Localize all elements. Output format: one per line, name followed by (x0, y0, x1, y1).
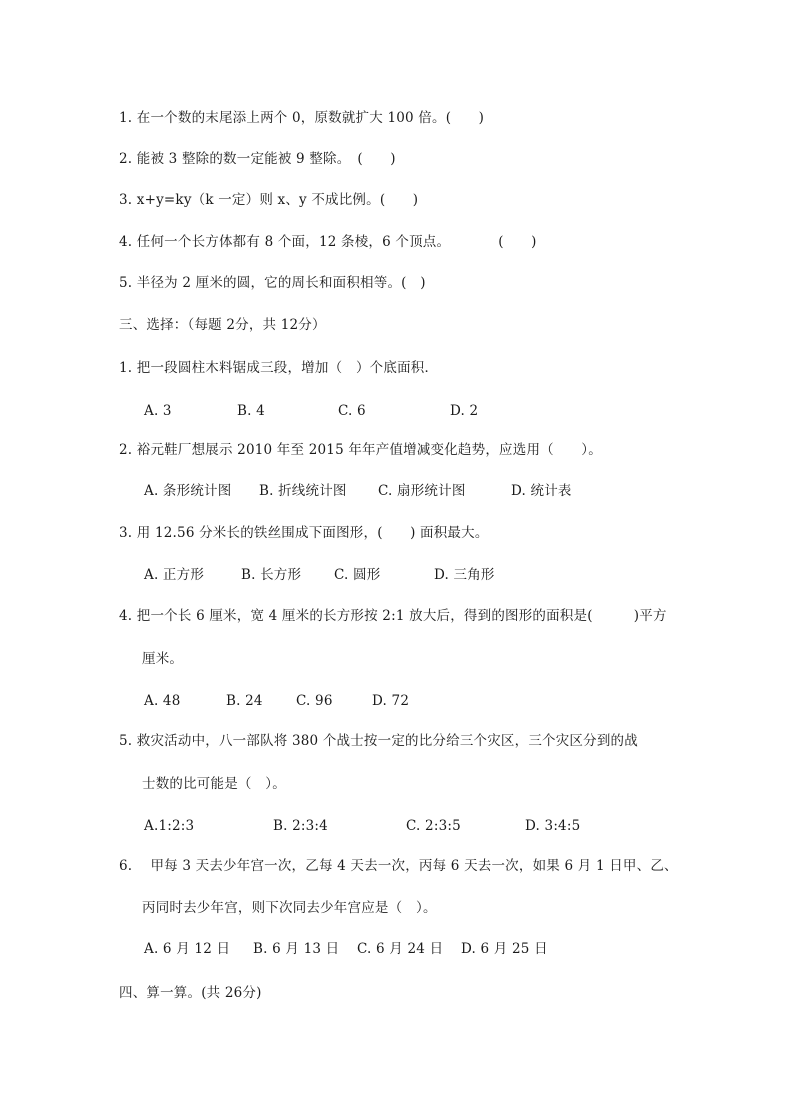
q2-option-d: D. 统计表 (511, 483, 572, 499)
q4-option-c: C. 96 (296, 693, 333, 709)
q4-option-b: B. 24 (226, 693, 263, 709)
choice-question-4: 4. 把一个长 6 厘米，宽 4 厘米的长方形按 2:1 放大后，得到的图形的面积是( )平方 (119, 608, 667, 624)
choice-question-1: 1. 把一段圆柱木料锯成三段，增加（ ）个底面积． (119, 360, 439, 376)
choice-question-5: 5. 救灾活动中，八一部队将 380 个战士按一定的比分给三个灾区，三个灾区分到的战 (119, 733, 638, 749)
q2-option-b: B. 折线统计图 (259, 483, 347, 499)
judge-item-4: 4. 任何一个长方体都有 8 个面，12 条棱，6 个顶点。 ( ) (119, 234, 537, 250)
choice-question-2: 2. 裕元鞋厂想展示 2010 年至 2015 年年产值增减变化趋势，应选用（ ）。 (119, 442, 602, 458)
q3-option-c: C. 圆形 (334, 567, 381, 583)
q5-option-b: B. 2:3:4 (273, 818, 328, 834)
q2-option-c: C. 扇形统计图 (378, 483, 466, 499)
q6-option-d: D. 6 月 25 日 (461, 941, 548, 957)
q3-option-a: A. 正方形 (144, 567, 205, 583)
section-3-title: 三、选择：（每题 2分，共 12分） (119, 317, 326, 333)
judge-item-2: 2. 能被 3 整除的数一定能被 9 整除。 ( ) (119, 151, 396, 167)
q1-option-b: B. 4 (237, 403, 265, 419)
section-4-title: 四、算一算。(共 26分) (119, 985, 262, 1001)
judge-item-5: 5. 半径为 2 厘米的圆，它的周长和面积相等。( ) (119, 275, 426, 291)
q1-option-c: C. 6 (338, 403, 366, 419)
choice-question-5-cont: 士数的比可能是（ ）。 (142, 776, 286, 792)
choice-question-6: 6. 甲每 3 天去少年宫一次，乙每 4 天去一次，丙每 6 天去一次，如果 6 月 1 日甲、乙、 (119, 858, 678, 874)
q6-option-c: C. 6 月 24 日 (357, 941, 444, 957)
q5-option-a: A.1:2:3 (144, 818, 195, 834)
choice-question-3: 3. 用 12.56 分米长的铁丝围成下面图形，( ) 面积最大。 (119, 525, 489, 541)
q6-option-b: B. 6 月 13 日 (253, 941, 340, 957)
q5-option-d: D. 3:4:5 (525, 818, 581, 834)
q4-option-a: A. 48 (144, 693, 181, 709)
q3-option-b: B. 长方形 (241, 567, 302, 583)
choice-question-4-cont: 厘米。 (142, 651, 184, 667)
judge-item-1: 1. 在一个数的末尾添上两个 0，原数就扩大 100 倍。( ) (119, 110, 485, 126)
q5-option-c: C. 2:3:5 (406, 818, 461, 834)
q4-option-d: D. 72 (372, 693, 410, 709)
q3-option-d: D. 三角形 (434, 567, 495, 583)
q1-option-a: A. 3 (144, 403, 172, 419)
judge-item-3: 3. x+y=ky（k 一定）则 x、y 不成比例。( ) (119, 192, 419, 208)
q2-option-a: A. 条形统计图 (144, 483, 232, 499)
q6-option-a: A. 6 月 12 日 (144, 941, 231, 957)
choice-question-6-cont: 丙同时去少年宫，则下次同去少年宫应是（ ）。 (142, 900, 437, 916)
q1-option-d: D. 2 (450, 403, 479, 419)
